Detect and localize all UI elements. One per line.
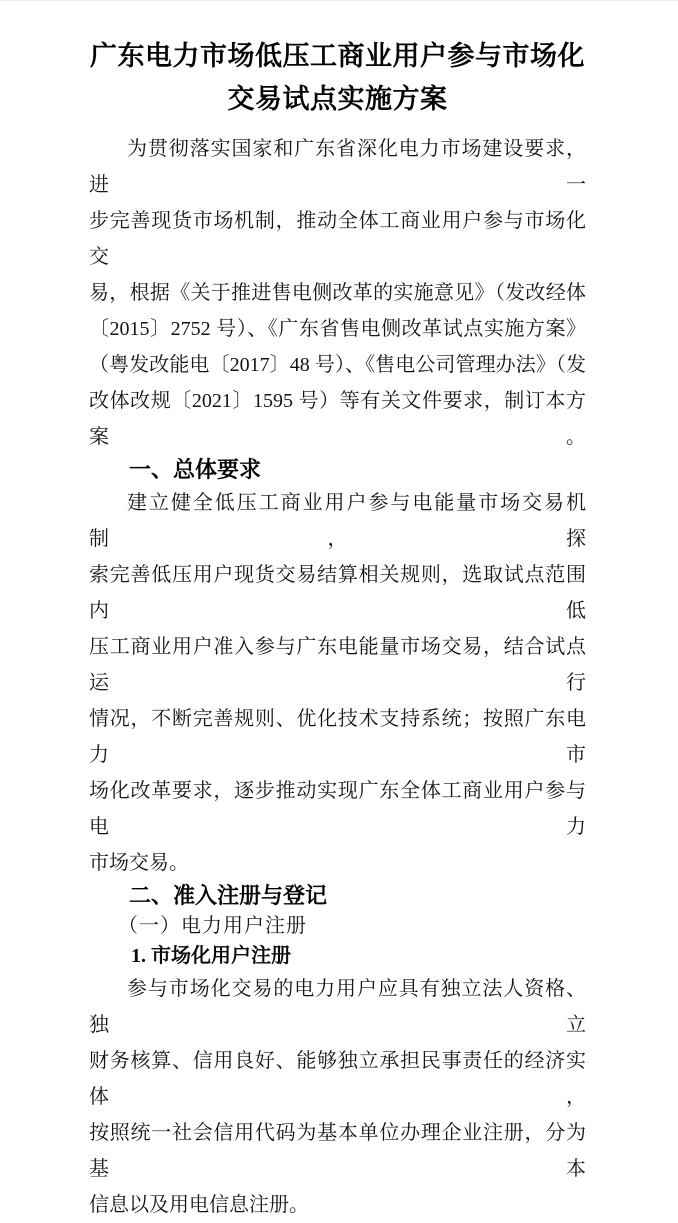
- paragraph-line: 压工商业用户准入参与广东电能量市场交易，结合试点运行: [89, 636, 586, 694]
- paragraph-line: 步完善现货市场机制，推动全体工商业用户参与市场化交: [89, 210, 586, 268]
- paragraph-line: 索完善低压用户现货交易结算相关规则，选取试点范围内低: [89, 564, 586, 622]
- paragraph: [89, 485, 586, 881]
- subsection-heading: （一）电力用户注册: [118, 915, 307, 937]
- paragraph-line: 财务核算、信用良好、能够独立承担民事责任的经济实体，: [89, 1050, 586, 1108]
- paragraph-line: 情况，不断完善规则、优化技术支持系统；按照广东电力市: [89, 708, 586, 766]
- paragraph: [89, 131, 586, 455]
- paragraph-line: 建立健全低压工商业用户参与电能量市场交易机制，探: [89, 492, 586, 550]
- section-heading: 二、准入注册与登记: [129, 883, 328, 908]
- paragraph-line: 市场交易。: [89, 852, 189, 874]
- document-page: [0, 35, 678, 1216]
- paragraph-line: （粤发改能电〔2017〕48 号）、《售电公司管理办法》（发: [89, 354, 586, 376]
- paragraph-line: 信息以及用电信息注册。: [89, 1194, 309, 1216]
- document-title: [89, 35, 586, 121]
- paragraph-line: 易，根据《关于推进售电侧改革的实施意见》（发改经体: [89, 282, 586, 304]
- document-title-line1: 广东电力市场低压工商业用户参与市场化: [90, 41, 585, 71]
- section-heading: 一、总体要求: [129, 457, 262, 482]
- paragraph-line: 场化改革要求，逐步推动实现广东全体工商业用户参与电力: [89, 780, 586, 838]
- paragraph-line: 参与市场化交易的电力用户应具有独立法人资格、独立: [89, 978, 586, 1036]
- paragraph: [89, 971, 586, 1223]
- paragraph-line: 改体改规〔2021〕1595 号）等有关文件要求，制订本方案。: [89, 390, 586, 448]
- document-content: [89, 131, 586, 1223]
- paragraph-line: 为贯彻落实国家和广东省深化电力市场建设要求，进一: [89, 138, 586, 196]
- paragraph-line: 〔2015〕2752 号）、《广东省售电侧改革试点实施方案》: [89, 318, 586, 340]
- numbered-item-heading: 1. 市场化用户注册: [131, 945, 291, 967]
- document-title-line2: 交易试点实施方案: [227, 84, 448, 114]
- paragraph-line: 按照统一社会信用代码为基本单位办理企业注册，分为基本: [89, 1122, 586, 1180]
